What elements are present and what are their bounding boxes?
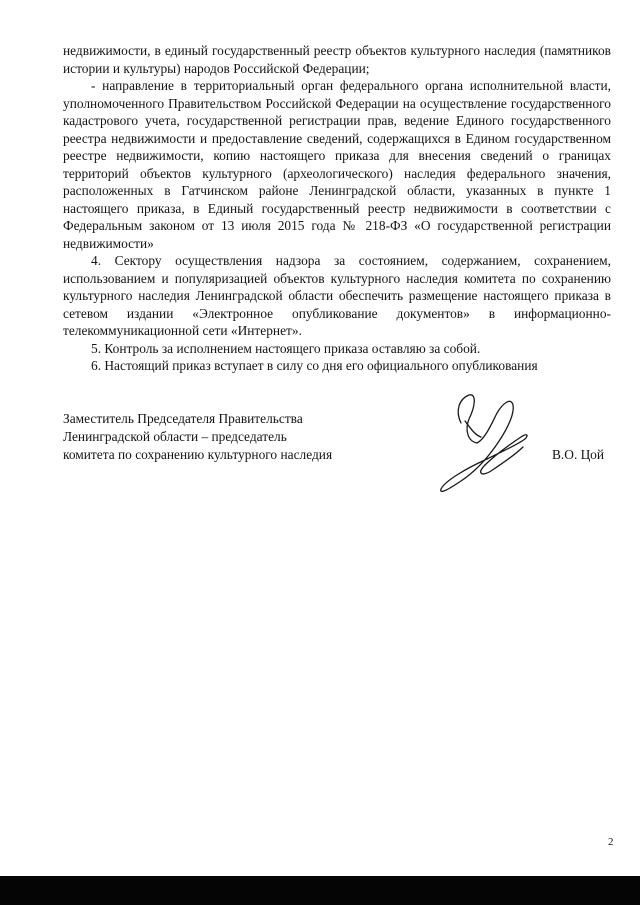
paragraph-direction-to-registry: - направление в территориальный орган федерального органа исполнительной власти, уполномоченного Правительством Российской Федерации на осуществление государственного кадастрового учета, государственной регистрации прав, ведение Единого государственного реестра недвижимости и предоставление сведений, содержащихся в Едином государственном реестре недвижимости, копию настоящего приказа для внесения сведений о границах территорий объектов культурного (археологического) наследия федерального значения, расположенных в Гатчинском районе Ленинградской области, указанных в пункте 1 настоящего приказа, в Единый государственный реестр недвижимости в соответствии с Федеральным законом от 13 июля 2015 года № 218-ФЗ «О государственной регистрации недвижимости» [63,78,611,251]
paragraph-item-4: 4. Сектору осуществления надзора за состоянием, содержанием, сохранением, использованием и популяризацией объектов культурного наследия комитета по сохранению культурного наследия Ленинградской области обеспечить размещение настоящего приказа в сетевом издании «Электронное опубликование документов» в информационно-телекоммуникационной сети «Интернет». [63,253,611,338]
paragraph-item-6: 6. Настоящий приказ вступает в силу со дня его официального опубликования [91,358,538,373]
page-number: 2 [608,836,614,848]
paragraph-item-5: 5. Контроль за исполнением настоящего приказа оставляю за собой. [91,340,481,356]
paragraph-continuation: недвижимости, в единый государственный реестр объектов культурного наследия (памятников истории и культуры) народов Российской Федерации; [63,43,611,76]
document-body [63,42,611,375]
signatory-title-line: комитета по сохранению культурного наследия [63,447,333,462]
signatory-name: В.О. Цой [552,447,604,462]
scan-border [0,876,640,905]
signatory-title-line: Ленинградской области – председатель [63,429,287,444]
signatory-title-line: Заместитель Председателя Правительства [63,411,303,426]
handwritten-signature-icon [425,385,540,505]
signatory-title [63,410,393,464]
